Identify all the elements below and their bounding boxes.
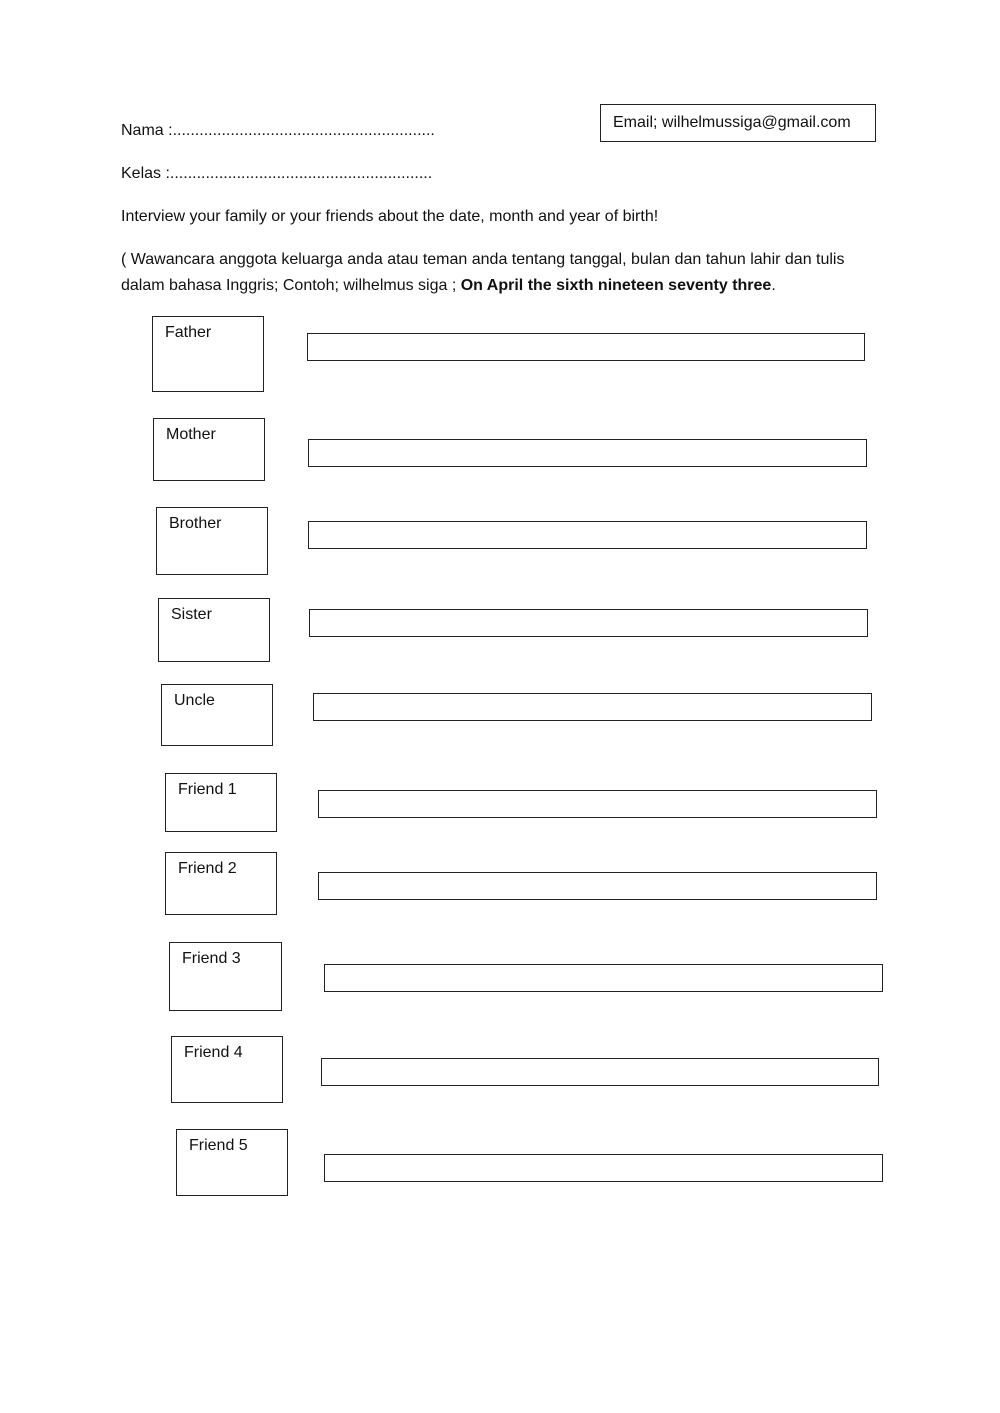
instruction-end: . <box>771 277 776 294</box>
label-box-friend-3: Friend 3 <box>169 942 282 1011</box>
answer-box-friend-5[interactable] <box>324 1154 883 1182</box>
email-box: Email; wilhelmussiga@gmail.com <box>600 104 876 142</box>
label-box-brother: Brother <box>156 507 268 575</box>
answer-box-friend-2[interactable] <box>318 872 877 900</box>
label-box-friend-2: Friend 2 <box>165 852 277 915</box>
answer-box-sister[interactable] <box>309 609 868 637</box>
nama-field[interactable]: Nama :........................................................... <box>121 122 435 139</box>
label-box-father: Father <box>152 316 264 392</box>
example-answer: On April the sixth nineteen seventy three <box>460 277 772 294</box>
label-box-uncle: Uncle <box>161 684 273 746</box>
answer-box-friend-4[interactable] <box>321 1058 879 1086</box>
answer-box-friend-3[interactable] <box>324 964 883 992</box>
label-box-friend-4: Friend 4 <box>171 1036 283 1103</box>
label-box-friend-5: Friend 5 <box>176 1129 288 1196</box>
label-box-friend-1: Friend 1 <box>165 773 277 832</box>
label-box-mother: Mother <box>153 418 265 481</box>
answer-box-friend-1[interactable] <box>318 790 877 818</box>
answer-box-uncle[interactable] <box>313 693 872 721</box>
answer-box-father[interactable] <box>307 333 865 361</box>
answer-box-brother[interactable] <box>308 521 867 549</box>
instruction-english: Interview your family or your friends about the date, month and year of birth! <box>121 208 659 225</box>
label-box-sister: Sister <box>158 598 270 662</box>
answer-box-mother[interactable] <box>308 439 867 467</box>
instruction-indonesian <box>121 247 881 299</box>
instruction-indonesian-text: ( Wawancara anggota keluarga anda atau teman anda tentang tanggal, bulan dan tahun lahir dan tulis dalam bahasa Inggris; Contoh; wilhelmus siga ; <box>121 251 845 294</box>
kelas-field[interactable]: Kelas :........................................................... <box>121 165 433 182</box>
